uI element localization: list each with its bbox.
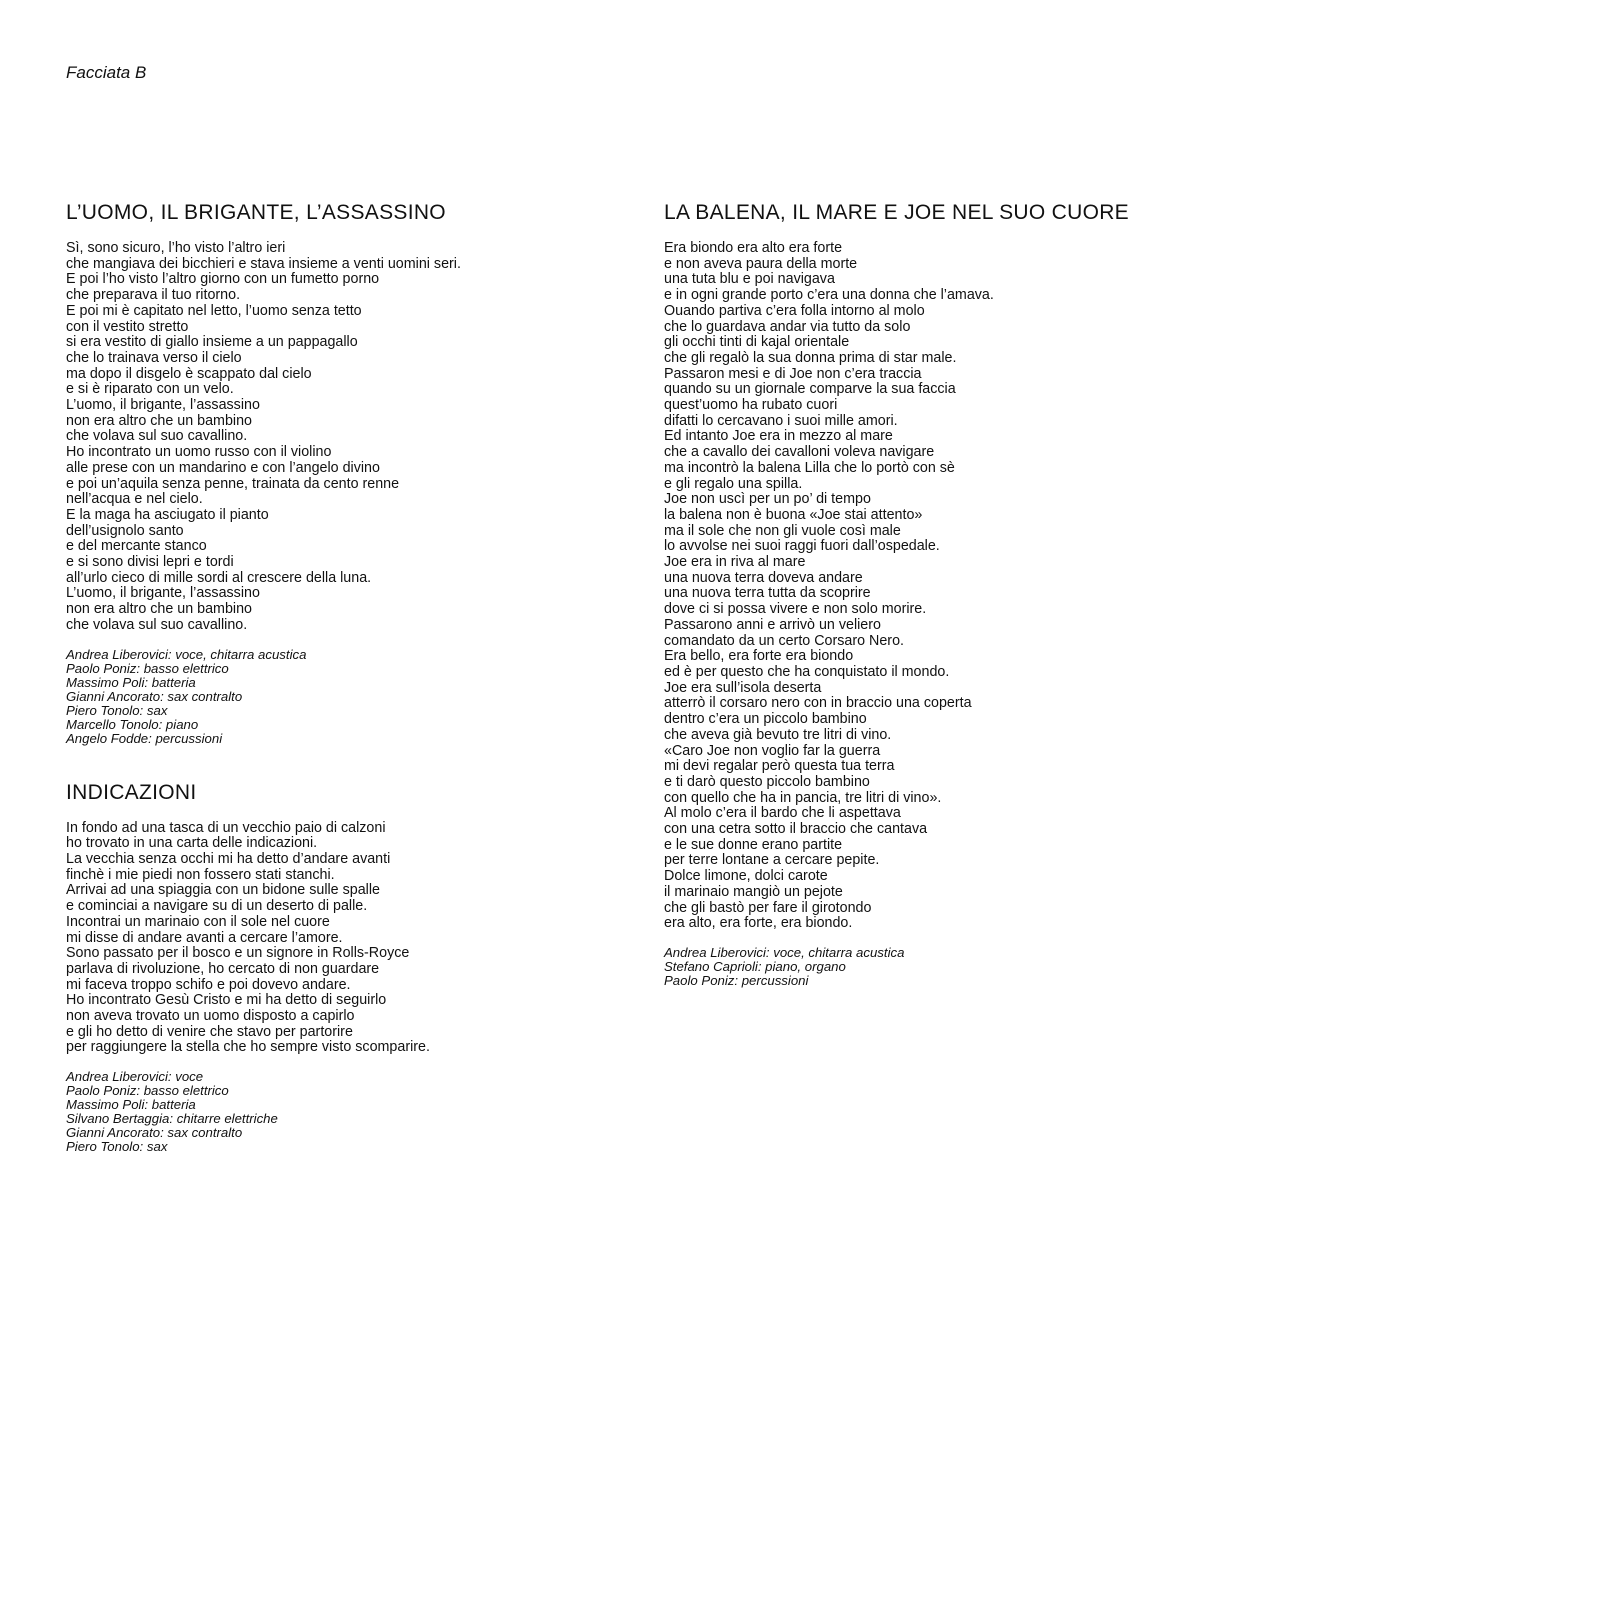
lyric-line: Joe era sull’isola deserta (664, 679, 822, 696)
lyric-line: con quello che ha in pancia, tre litri di vino». (664, 789, 942, 806)
lyric-line: che preparava il tuo ritorno. (66, 287, 241, 304)
lyric-line: si era vestito di giallo insieme a un pappagallo (66, 334, 358, 351)
song-section (66, 780, 626, 1155)
credit-line: Andrea Liberovici: voce (66, 1069, 204, 1085)
lyric-line: alle prese con un mandarino e con l’angelo divino (66, 459, 380, 476)
credit-line: Gianni Ancorato: sax contralto (66, 1125, 243, 1141)
lyric-line: E poi l’ho visto l’altro giorno con un fumetto porno (66, 271, 380, 288)
song-title: LA BALENA, IL MARE E JOE NEL SUO CUORE (664, 201, 1129, 224)
credits-list (66, 648, 626, 746)
credit-line: Stefano Caprioli: piano, organo (664, 958, 846, 974)
lyric-line: ho trovato in una carta delle indicazioni. (66, 835, 318, 852)
lyric-line: Arrivai ad una spiaggia con un bidone sulle spalle (66, 882, 380, 899)
lyric-line: mi faceva troppo schifo e poi dovevo andare. (66, 976, 351, 993)
lyric-line: Era biondo era alto era forte (664, 240, 843, 256)
lyric-line: difatti lo cercavano i suoi mille amori. (664, 412, 898, 429)
lyric-line: che gli regalò la sua donna prima di star male. (664, 349, 957, 366)
lyric-line: e non aveva paura della morte (664, 255, 858, 272)
lyric-line: dell’usignolo santo (66, 522, 184, 539)
lyric-line: dove ci si possa vivere e non solo morire. (664, 601, 927, 618)
lyric-line: non era altro che un bambino (66, 412, 252, 429)
lyric-line: e gli regalo una spilla. (664, 475, 803, 492)
song-title: INDICAZIONI (66, 780, 197, 804)
credit-line: Andrea Liberovici: voce, chitarra acustica (664, 944, 905, 960)
lyric-line: che volava sul suo cavallino. (66, 616, 248, 633)
lyric-line: E la maga ha asciugato il pianto (66, 506, 269, 523)
lyric-line: una nuova terra doveva andare (664, 569, 863, 586)
lyric-line: La vecchia senza occhi mi ha detto d’andare avanti (66, 850, 391, 867)
lyric-line: parlava di rivoluzione, ho cercato di non guardare (66, 960, 380, 977)
lyric-line: e ti darò questo piccolo bambino (664, 773, 870, 790)
lyric-line: quando su un giornale comparve la sua faccia (664, 381, 956, 398)
lyric-line: una nuova terra tutta da scoprire (664, 585, 871, 602)
lyric-line: «Caro Joe non voglio far la guerra (664, 742, 881, 759)
lyric-line: Al molo c’era il bardo che li aspettava (664, 805, 901, 822)
lyric-line: era alto, era forte, era biondo. (664, 915, 853, 932)
lyric-line: con una cetra sotto il braccio che cantava (664, 821, 928, 838)
lyrics-block (664, 241, 1264, 932)
lyric-line: Dolce limone, dolci carote (664, 868, 828, 885)
lyric-line: finchè i mie piedi non fossero stati stanchi. (66, 866, 335, 883)
lyric-line: che lo guardava andar via tutto da solo (664, 318, 911, 335)
lyric-line: e cominciai a navigare su di un deserto di palle. (66, 898, 368, 915)
lyric-line: che lo trainava verso il cielo (66, 349, 242, 366)
lyric-line: quest’uomo ha rubato cuori (664, 397, 838, 414)
song-section (66, 200, 626, 746)
song-title: L’UOMO, IL BRIGANTE, L’ASSASSINO (66, 201, 446, 224)
lyric-line: che volava sul suo cavallino. (66, 428, 248, 445)
lyric-line: Joe era in riva al mare (664, 554, 806, 571)
credit-line: Andrea Liberovici: voce, chitarra acustica (66, 646, 307, 662)
lyric-line: all’urlo cieco di mille sordi al crescere della luna. (66, 569, 372, 586)
lyrics-block (66, 821, 626, 1057)
lyric-line: Passaron mesi e di Joe non c’era traccia (664, 365, 922, 382)
lyric-line: gli occhi tinti di kajal orientale (664, 334, 850, 351)
lyric-line: non era altro che un bambino (66, 601, 252, 618)
lyric-line: Ouando partiva c’era folla intorno al molo (664, 302, 925, 319)
lyric-line: per raggiungere la stella che ho sempre visto scomparire. (66, 1039, 430, 1056)
credit-line: Piero Tonolo: sax (66, 1139, 168, 1155)
lyrics-block (66, 241, 626, 634)
lyric-line: Ed intanto Joe era in mezzo al mare (664, 428, 893, 445)
lyric-line: Ho incontrato Gesù Cristo e mi ha detto di seguirlo (66, 992, 387, 1009)
credit-line: Massimo Poli: batteria (66, 674, 196, 690)
lyric-line: ma il sole che non gli vuole così male (664, 522, 901, 539)
lyric-line: Sono passato per il bosco e un signore in Rolls-Royce (66, 945, 410, 962)
lyric-line: ma dopo il disgelo è scappato dal cielo (66, 365, 312, 382)
lyric-line: ed è per questo che ha conquistato il mondo. (664, 663, 950, 680)
lyric-line: e gli ho detto di venire che stavo per partorire (66, 1023, 353, 1040)
lyric-line: mi devi regalar però questa tua terra (664, 758, 895, 775)
lyric-line: atterrò il corsaro nero con in braccio una coperta (664, 695, 972, 712)
lyric-line: che aveva già bevuto tre litri di vino. (664, 726, 892, 743)
lyric-line: In fondo ad una tasca di un vecchio paio di calzoni (66, 819, 386, 836)
lyric-line: che mangiava dei bicchieri e stava insieme a venti uomini seri. (66, 255, 461, 272)
lyric-line: dentro c’era un piccolo bambino (664, 711, 867, 728)
lyric-line: mi disse di andare avanti a cercare l’amore. (66, 929, 343, 946)
lyric-line: che gli bastò per fare il girotondo (664, 899, 872, 916)
credit-line: Paolo Poniz: percussioni (664, 972, 809, 988)
lyric-line: che a cavallo dei cavalloni voleva navigare (664, 444, 935, 461)
lyric-line: la balena non è buona «Joe stai attento» (664, 506, 923, 523)
lyric-line: per terre lontane a cercare pepite. (664, 852, 880, 869)
credit-line: Gianni Ancorato: sax contralto (66, 688, 243, 704)
lyric-line: e le sue donne erano partite (664, 836, 843, 853)
lyric-line: e del mercante stanco (66, 538, 207, 555)
lyric-line: L’uomo, il brigante, l’assassino (66, 397, 260, 414)
lyric-line: nell’acqua e nel cielo. (66, 491, 203, 508)
left-column (66, 200, 626, 1154)
lyric-line: il marinaio mangiò un pejote (664, 883, 843, 900)
lyric-line: e poi un’aquila senza penne, trainata da cento renne (66, 475, 400, 492)
credit-line: Marcello Tonolo: piano (66, 716, 199, 732)
lyric-line: una tuta blu e poi navigava (664, 271, 835, 288)
credits-list (66, 1070, 626, 1154)
lyric-line: e in ogni grande porto c’era una donna che l’amava. (664, 287, 994, 304)
credit-line: Silvano Bertaggia: chitarre elettriche (66, 1111, 278, 1127)
credit-line: Paolo Poniz: basso elettrico (66, 1083, 229, 1099)
lyric-line: L’uomo, il brigante, l’assassino (66, 585, 260, 602)
song-section (664, 200, 1264, 988)
credit-line: Piero Tonolo: sax (66, 702, 168, 718)
lyric-line: E poi mi è capitato nel letto, l’uomo senza tetto (66, 302, 362, 319)
side-label: Facciata B (66, 63, 147, 82)
lyric-line: non aveva trovato un uomo disposto a capirlo (66, 1008, 355, 1025)
lyric-line: lo avvolse nei suoi raggi fuori dall’ospedale. (664, 538, 940, 555)
credit-line: Angelo Fodde: percussioni (66, 730, 223, 746)
lyric-line: e si sono divisi lepri e tordi (66, 554, 234, 571)
credit-line: Massimo Poli: batteria (66, 1097, 196, 1113)
lyric-line: Passarono anni e arrivò un veliero (664, 616, 881, 633)
lyric-line: Ho incontrato un uomo russo con il violino (66, 444, 332, 461)
right-column (664, 200, 1264, 988)
credit-line: Paolo Poniz: basso elettrico (66, 660, 229, 676)
lyric-line: Sì, sono sicuro, l’ho visto l’altro ieri (66, 240, 286, 256)
lyric-line: comandato da un certo Corsaro Nero. (664, 632, 904, 649)
lyric-line: Incontrai un marinaio con il sole nel cuore (66, 913, 330, 930)
lyric-line: Joe non uscì per un po’ di tempo (664, 491, 871, 508)
lyric-line: e si è riparato con un velo. (66, 381, 234, 398)
credits-list (664, 946, 1264, 988)
lyric-line: Era bello, era forte era biondo (664, 648, 854, 665)
lyric-line: ma incontrò la balena Lilla che lo portò con sè (664, 459, 955, 476)
lyric-line: con il vestito stretto (66, 318, 189, 335)
